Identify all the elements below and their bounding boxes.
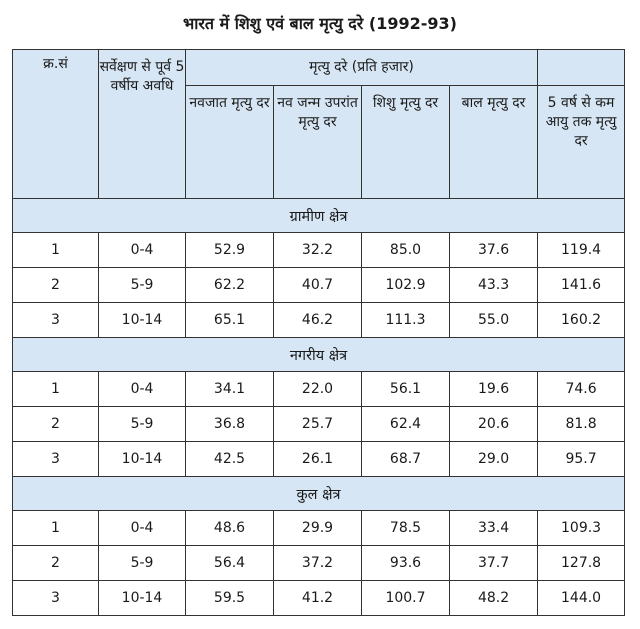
section-heading: नगरीय क्षेत्र <box>13 338 625 372</box>
neonatal-cell: 62.2 <box>186 268 274 303</box>
table-row <box>13 442 625 477</box>
under-five-cell: 127.8 <box>538 546 625 581</box>
infant-cell: 93.6 <box>362 546 450 581</box>
serial-cell: 2 <box>13 268 99 303</box>
neonatal-cell: 48.6 <box>186 511 274 546</box>
mortality-rates-table <box>12 49 625 616</box>
under-five-mortality-header: 5 वर्ष से कम आयु तक मृत्यु दर <box>538 86 625 199</box>
period-cell: 0-4 <box>99 511 186 546</box>
child-cell: 43.3 <box>450 268 538 303</box>
under-five-cell: 81.8 <box>538 407 625 442</box>
mortality-rates-group-header: मृत्यु दरे (प्रति हजार) <box>186 50 538 86</box>
serial-cell: 1 <box>13 372 99 407</box>
serial-number-header: क्र.सं <box>13 50 99 199</box>
table-row <box>13 233 625 268</box>
under-five-cell: 144.0 <box>538 581 625 616</box>
infant-cell: 85.0 <box>362 233 450 268</box>
serial-cell: 2 <box>13 546 99 581</box>
period-cell: 5-9 <box>99 407 186 442</box>
table-row <box>13 511 625 546</box>
neonatal-mortality-header: नवजात मृत्यु दर <box>186 86 274 199</box>
period-cell: 5-9 <box>99 546 186 581</box>
postneonatal-cell: 26.1 <box>274 442 362 477</box>
infant-cell: 62.4 <box>362 407 450 442</box>
serial-cell: 3 <box>13 303 99 338</box>
table-row <box>13 268 625 303</box>
neonatal-cell: 42.5 <box>186 442 274 477</box>
period-cell: 10-14 <box>99 442 186 477</box>
section-row <box>13 199 625 233</box>
child-mortality-header: बाल मृत्यु दर <box>450 86 538 199</box>
period-cell: 0-4 <box>99 372 186 407</box>
section-row <box>13 477 625 511</box>
under-five-cell: 109.3 <box>538 511 625 546</box>
postneonatal-mortality-header: नव जन्म उपरांत मृत्यु दर <box>274 86 362 199</box>
postneonatal-cell: 32.2 <box>274 233 362 268</box>
under-five-cell: 95.7 <box>538 442 625 477</box>
child-cell: 55.0 <box>450 303 538 338</box>
infant-cell: 68.7 <box>362 442 450 477</box>
neonatal-cell: 65.1 <box>186 303 274 338</box>
postneonatal-cell: 37.2 <box>274 546 362 581</box>
postneonatal-cell: 25.7 <box>274 407 362 442</box>
table-row <box>13 372 625 407</box>
serial-cell: 1 <box>13 511 99 546</box>
period-cell: 10-14 <box>99 303 186 338</box>
postneonatal-cell: 22.0 <box>274 372 362 407</box>
serial-cell: 2 <box>13 407 99 442</box>
infant-cell: 78.5 <box>362 511 450 546</box>
child-cell: 19.6 <box>450 372 538 407</box>
child-cell: 37.7 <box>450 546 538 581</box>
infant-cell: 100.7 <box>362 581 450 616</box>
infant-cell: 102.9 <box>362 268 450 303</box>
header-spacer-cell <box>538 50 625 86</box>
serial-cell: 1 <box>13 233 99 268</box>
postneonatal-cell: 40.7 <box>274 268 362 303</box>
child-cell: 33.4 <box>450 511 538 546</box>
infant-cell: 111.3 <box>362 303 450 338</box>
under-five-cell: 141.6 <box>538 268 625 303</box>
neonatal-cell: 36.8 <box>186 407 274 442</box>
section-row <box>13 338 625 372</box>
postneonatal-cell: 41.2 <box>274 581 362 616</box>
table-row <box>13 303 625 338</box>
survey-period-header: सर्वेक्षण से पूर्व 5 वर्षीय अवधि <box>99 50 186 199</box>
neonatal-cell: 34.1 <box>186 372 274 407</box>
under-five-cell: 74.6 <box>538 372 625 407</box>
table-row <box>13 407 625 442</box>
postneonatal-cell: 29.9 <box>274 511 362 546</box>
table-row <box>13 581 625 616</box>
infant-cell: 56.1 <box>362 372 450 407</box>
period-cell: 10-14 <box>99 581 186 616</box>
period-cell: 0-4 <box>99 233 186 268</box>
child-cell: 20.6 <box>450 407 538 442</box>
period-cell: 5-9 <box>99 268 186 303</box>
section-heading: कुल क्षेत्र <box>13 477 625 511</box>
child-cell: 29.0 <box>450 442 538 477</box>
under-five-cell: 119.4 <box>538 233 625 268</box>
serial-cell: 3 <box>13 442 99 477</box>
table-body <box>13 199 625 616</box>
child-cell: 37.6 <box>450 233 538 268</box>
page-title: भारत में शिशु एवं बाल मृत्यु दरे (1992-93) <box>183 14 457 33</box>
neonatal-cell: 56.4 <box>186 546 274 581</box>
infant-mortality-header: शिशु मृत्यु दर <box>362 86 450 199</box>
child-cell: 48.2 <box>450 581 538 616</box>
neonatal-cell: 59.5 <box>186 581 274 616</box>
under-five-cell: 160.2 <box>538 303 625 338</box>
table-row <box>13 546 625 581</box>
serial-cell: 3 <box>13 581 99 616</box>
postneonatal-cell: 46.2 <box>274 303 362 338</box>
neonatal-cell: 52.9 <box>186 233 274 268</box>
section-heading: ग्रामीण क्षेत्र <box>13 199 625 233</box>
